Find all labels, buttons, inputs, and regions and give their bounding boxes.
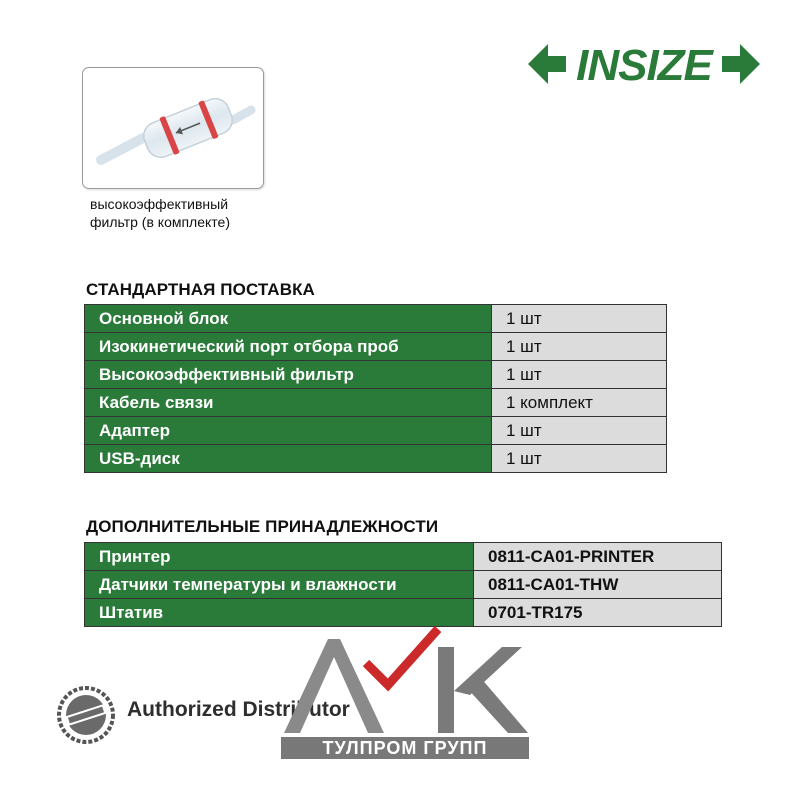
product-image — [82, 67, 264, 189]
accessories-title: ДОПОЛНИТЕЛЬНЫЕ ПРИНАДЛЕЖНОСТИ — [86, 517, 439, 536]
accessory-name: Принтер — [85, 543, 474, 571]
standard-delivery-table — [84, 304, 667, 473]
amk-logo — [270, 625, 530, 735]
accessory-code: 0811-CA01-PRINTER — [474, 543, 722, 571]
company-name-bar: ТУЛПРОМ ГРУПП — [281, 737, 529, 759]
table-row — [85, 417, 667, 445]
item-name: Высокоэффективный фильтр — [85, 361, 492, 389]
accessories-table — [84, 542, 722, 627]
item-quantity: 1 шт — [492, 305, 667, 333]
item-quantity: 1 шт — [492, 333, 667, 361]
authorized-distributor-text: Authorized Distributor — [127, 698, 350, 721]
item-quantity: 1 шт — [492, 417, 667, 445]
table-row — [85, 361, 667, 389]
item-quantity: 1 шт — [492, 445, 667, 473]
caption-line-1: высокоэффективный — [90, 196, 229, 212]
accessory-code: 0701-TR175 — [474, 599, 722, 627]
insize-seal-icon — [56, 685, 116, 745]
accessory-name: Штатив — [85, 599, 474, 627]
table-row — [85, 599, 722, 627]
item-name: Изокинетический порт отбора проб — [85, 333, 492, 361]
table-row — [85, 389, 667, 417]
accessory-code: 0811-CA01-THW — [474, 571, 722, 599]
product-caption — [90, 195, 290, 231]
item-quantity: 1 шт — [492, 361, 667, 389]
insize-logo — [526, 36, 762, 92]
caption-line-2: фильтр (в комплекте) — [90, 214, 230, 230]
table-row — [85, 305, 667, 333]
item-name: Кабель связи — [85, 389, 492, 417]
filter-illustration — [83, 68, 263, 188]
standard-delivery-title: СТАНДАРТНАЯ ПОСТАВКА — [86, 280, 315, 299]
table-row — [85, 445, 667, 473]
insize-logo-text: INSIZE — [576, 41, 712, 90]
item-name: Основной блок — [85, 305, 492, 333]
item-name: Адаптер — [85, 417, 492, 445]
table-row — [85, 333, 667, 361]
item-quantity: 1 комплект — [492, 389, 667, 417]
table-row — [85, 543, 722, 571]
item-name: USB-диск — [85, 445, 492, 473]
accessory-name: Датчики температуры и влажности — [85, 571, 474, 599]
table-row — [85, 571, 722, 599]
